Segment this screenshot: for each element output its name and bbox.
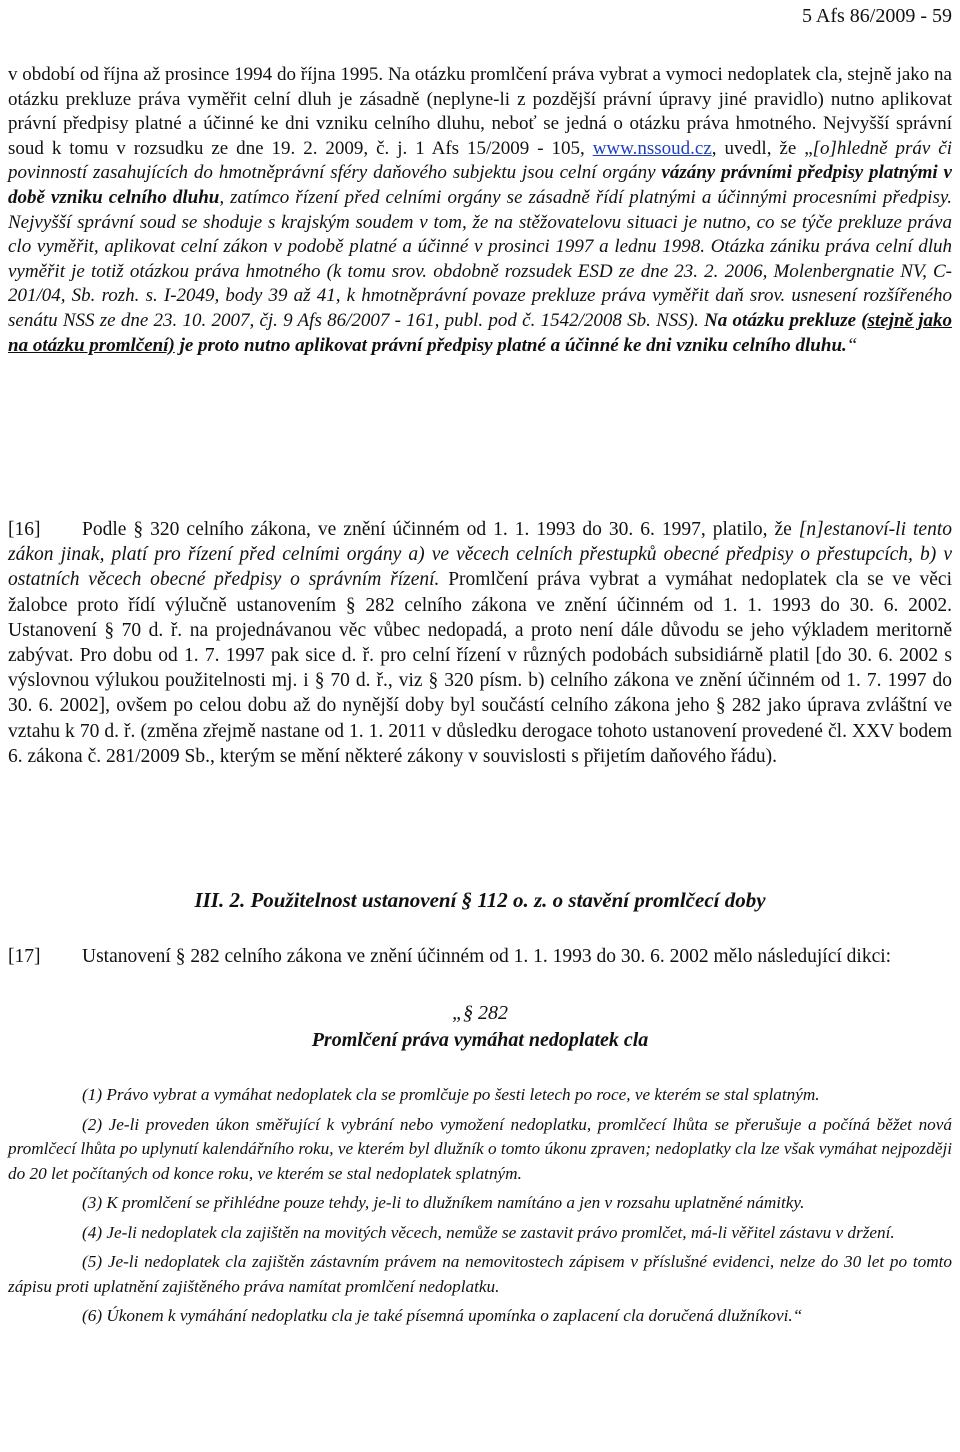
paragraph-number: [17] [8, 946, 41, 967]
conclusion-underlined: (stejně jako na otázku promlčení) [8, 309, 952, 356]
section-mark: „§ 282 [451, 1002, 509, 1024]
paragraph-number: [16] [8, 519, 41, 540]
conclusion-bold: je proto nutno aplikovat právní předpisy platné a účinné ke dni vzniku celního dluhu. [174, 334, 847, 356]
quoted-text: Nejvyšší správní soud se shoduje s krajským soudem v tom, že na stěžovatelovu situaci je nutno, co se týče prekluze práva clo vyměřit, aplikovat celní zákon v podobě platné a účinné v prosinci 1997 a lednu 1998. Otázka zániku práva celní dluh vyměřit je totiž otázkou práva hmotného (k tomu srov. obdobně rozsudek ESD ze dne 23. 2. 2006, Molenbergnatie NV, C-201/04, Sb. rozh. s. I-2049, body 39 až 41, k hmotněprávní povaze prekluze práva vyměřit daň srov. usnesení rozšířeného senátu NSS ze dne 23. 10. 2007, čj. 9 Afs 86/2007 - 161, publ. pod č. 1542/2008 Sb. NSS). [8, 211, 952, 331]
quoted-text: [o]hledně práv či povinností zasahujících do hmotněprávní sféry daňového subjektu jsou celní orgány [8, 137, 953, 184]
section-heading: III. 2. Použitelnost ustanovení § 112 o. z. o stavění promlčecí doby [194, 888, 766, 912]
nssoud-link[interactable]: www.nssoud.cz [592, 137, 712, 159]
quoted-section-header [8, 1000, 952, 1054]
clause-1: (1) Právo vybrat a vymáhat nedoplatek cla se promlčuje po šesti letech po roce, ve kterém se stal splatným. [82, 1085, 820, 1104]
text-run: Podle § 320 celního zákona, ve znění účinném od 1. 1. 1993 do 30. 6. 1997, platilo, že [82, 519, 799, 540]
quoted-clauses [8, 1083, 952, 1334]
quoted-text: , zatímco řízení před celními orgány se zásadně řídí platnými a účinnými procesními předpisy. [219, 186, 952, 208]
text-run: , uvedl, že „ [711, 137, 813, 159]
quoted-text: [n]estanoví-li tento zákon jinak, platí pro řízení před celními orgány a) ve věcech celních přestupků obecné předpisy o přestupcích, b) v ostatních věcech obecné předpisy o správním řízení. [8, 519, 952, 591]
clause-5: (5) Je-li nedoplatek cla zajištěn zástavním právem na nemovitostech zápisem v příslušné evidenci, nelze do 30 let po tomto zápisu proti uplatnění zajištěného práva namítat promlčení nedoplatku. [8, 1252, 952, 1296]
quote-close: “ [846, 334, 858, 356]
clause-4: (4) Je-li nedoplatek cla zajištěn na movitých věcech, nemůže se zastavit právo promlčet, má-li věřitel zástavu v držení. [82, 1222, 895, 1242]
paragraph-16 [8, 517, 952, 769]
text-run: Ustanovení § 282 celního zákona ve znění účinném od 1. 1. 1993 do 30. 6. 2002 mělo následující dikci: [82, 946, 892, 967]
quoted-section-title: Promlčení práva vymáhat nedoplatek cla [311, 1029, 649, 1051]
clause-2: (2) Je-li proveden úkon směřující k vybrání nebo vymožení nedoplatku, promlčecí lhůta se přerušuje a počíná běžet nová promlčecí lhůta po uplynutí kalendářního roku, ve kterém byl dlužník o tomto úkonu zpraven; nedoplatky cla lze však vymáhat nejpozději do 20 let počítaných od konce roku, ve kterém se stal nedoplatek splatným. [8, 1114, 952, 1183]
clause-6: (6) Úkonem k vymáhání nedoplatku cla je také písemná upomínka o zaplacení cla doručená dlužníkovi.“ [82, 1306, 803, 1325]
text-run: v období od října až prosince 1994 do října 1995. Na otázku promlčení práva vybrat a vymoci nedoplatek cla, stejně jako na otázku prekluze práva vyměřit celní dluh je zásadně (neplyne-li z pozdější právní úpravy jiné pravidlo) nutno aplikovat právní předpisy platné a účinné ke dni vzniku celního dluhu, neboť se jedná o otázku práva hmotného. Nejvyšší správní soud k tomu v rozsudku ze dne 19. 2. 2009, č. j. 1 Afs 15/2009 - 105, [8, 64, 952, 159]
paragraph-17 [8, 944, 952, 969]
conclusion-bold: Na otázku prekluze [704, 309, 862, 331]
quoted-bold-text: vázány právními předpisy platnými v době vzniku celního dluhu [8, 162, 952, 208]
paragraph-15-continuation [8, 63, 952, 358]
text-run: Promlčení práva vybrat a vymáhat nedoplatek cla se ve věci žalobce proto řídí výlučně ustanovením § 282 celního zákona ve znění účinném od 1. 1. 1993 do 30. 6. 2002. Ustanovení § 70 d. ř. na projednávanou věc vůbec nedopadá, a proto není dále důvodu se jeho výkladem meritorně zabývat. Pro dobu od 1. 7. 1997 pak sice d. ř. pro celní řízení v různých podobách subsidiárně platil [do 30. 6. 2002 s výslovnou výlukou použitelnosti mj. i § 70 d. ř., viz § 320 písm. b) celního zákona ve znění účinném od 1. 7. 1997 do 30. 6. 2002], ovšem po celou dobu až do nynější doby byl součástí celního zákona jeho § 282 jako úprava zvláštní ve vztahu k 70 d. ř. (změna zřejmě nastane od 1. 1. 2011 v důsledku derogace tohoto ustanovení provedené čl. XXV bodem 6. zákona č. 281/2009 Sb., kterým se mění některé zákony v souvislosti s přijetím daňového řádu). [8, 569, 952, 767]
clause-3: (3) K promlčení se přihlédne pouze tehdy, je-li to dlužníkem namítáno a jen v rozsahu uplatněné námitky. [82, 1193, 805, 1212]
page-reference: 5 Afs 86/2009 - 59 [802, 5, 952, 27]
